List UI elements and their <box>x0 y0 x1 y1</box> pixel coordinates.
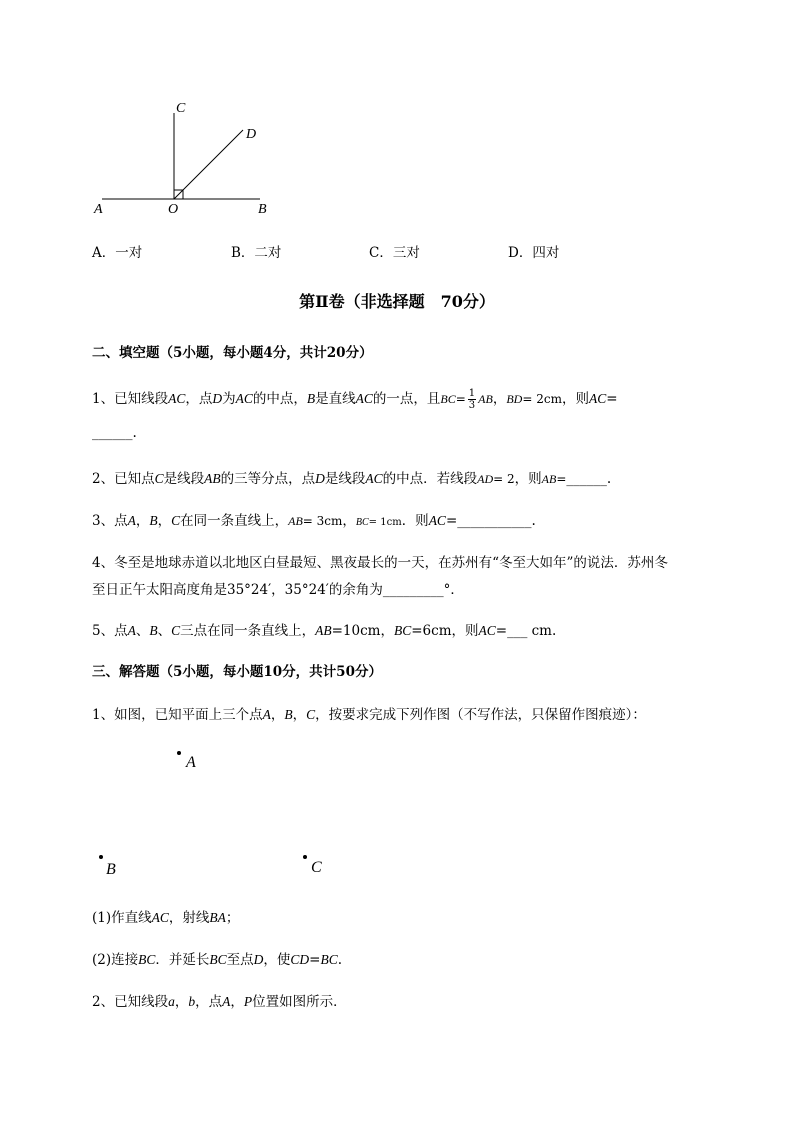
q3-var: A <box>127 513 136 528</box>
q3-var: C <box>171 513 181 528</box>
s3q2-text: 位置如图所示． <box>252 994 347 1010</box>
s3q1-text: ， <box>292 707 307 723</box>
q2-text: = 2 <box>493 472 515 486</box>
q2-text: 的三等分点，点 <box>220 471 316 487</box>
q2-text: ，则 <box>514 471 542 487</box>
q1-var: B <box>306 391 316 406</box>
answer-blank[interactable]: ______ <box>566 471 607 487</box>
s3q1-text: 1、如图，已知平面上三个点 <box>92 707 263 723</box>
q3-text: ， <box>157 513 172 529</box>
q3-var: AC <box>428 513 446 528</box>
q1-var: AB <box>478 392 493 406</box>
label-a: A <box>94 202 103 217</box>
sub1-text: ； <box>225 910 240 926</box>
q3-text: ， <box>135 513 150 529</box>
q3-text: = <box>445 513 458 529</box>
sub2-var: BC <box>209 952 227 967</box>
sub1-text: ，射线 <box>168 910 210 926</box>
sub2-var: BC <box>320 952 338 967</box>
q1-var: BC <box>440 392 456 406</box>
answer-blank[interactable]: ______ <box>92 425 133 441</box>
q2-var: AB <box>541 472 557 486</box>
q1-text: 为 <box>222 391 236 407</box>
sub1-var: BA <box>209 910 226 925</box>
s3q2-var: P <box>243 994 253 1009</box>
answer-blank[interactable]: ___ <box>507 623 528 639</box>
q3-text: = 1cm <box>368 517 402 528</box>
q1-text: = 2cm <box>522 392 562 406</box>
sub2-var: BC <box>138 952 156 967</box>
q3-var: AB <box>288 514 303 528</box>
section3-title: 三、解答题（5小题，每小题10分，共计50分） <box>92 664 382 680</box>
answer-blank[interactable]: ___________ <box>457 513 532 529</box>
q4-text: 至日正午太阳高度角是35°24′，35°24′的余角为 <box>92 582 383 598</box>
q3-var: BC <box>355 517 369 528</box>
sub1-var: AC <box>151 910 169 925</box>
fill-question-3 <box>92 509 536 529</box>
q5-var: AC <box>478 623 496 638</box>
label-b: B <box>258 202 267 217</box>
fill-question-1 <box>92 384 618 414</box>
q2-text: = <box>556 472 567 486</box>
s3q2-text: 2、已知线段 <box>92 994 169 1010</box>
q2-text: 2、已知点 <box>92 471 155 487</box>
s3q2-var: b <box>188 994 196 1009</box>
q2-text: . <box>606 471 612 487</box>
solve-question-2 <box>92 990 347 1010</box>
sub2-var: D <box>253 952 264 967</box>
q1-var: AC <box>235 391 253 406</box>
point-a-label: A <box>186 754 196 771</box>
q1-text: ，则 <box>561 391 589 407</box>
q2-var: AC <box>365 471 383 486</box>
q2-var: D <box>315 471 325 486</box>
sub-question-2 <box>92 948 342 968</box>
sub2-var: CD <box>290 952 310 967</box>
q3-text: 3、点 <box>92 513 128 529</box>
s3q2-var: A <box>222 994 231 1009</box>
s3q1-text: ， <box>270 707 285 723</box>
part2-title: 第Ⅱ卷（非选择题 70分） <box>299 292 495 311</box>
fill-question-2 <box>92 467 611 487</box>
label-o: O <box>168 202 179 217</box>
q1-text: 1、已知线段 <box>92 391 169 407</box>
s3q2-text: ， <box>174 994 189 1010</box>
option-a: A．一对 <box>92 245 143 261</box>
q3-text: 在同一条直线上， <box>180 513 289 529</box>
q5-text: cm. <box>527 623 557 639</box>
q5-var: A <box>127 623 136 638</box>
fraction-numerator: 1 <box>468 388 476 399</box>
q1-text: 是直线 <box>315 391 356 407</box>
point-c-label: C <box>311 859 322 876</box>
q1-var: AC <box>588 391 607 406</box>
q3-text: ．则 <box>401 513 429 529</box>
q1-text: . <box>132 425 137 441</box>
q5-var: AB <box>315 623 332 638</box>
q1-var: AC <box>355 391 373 406</box>
fill-question-1-blank <box>92 425 137 441</box>
q2-var: C <box>154 471 164 486</box>
fraction-denominator: 3 <box>468 400 476 411</box>
q5-var: B <box>149 623 158 638</box>
sub2-text: ．并延长 <box>155 952 210 968</box>
q3-text: = 3cm <box>302 514 343 528</box>
label-d: D <box>246 127 257 142</box>
q5-text: 、 <box>157 623 172 639</box>
fraction-one-third <box>468 388 476 411</box>
q1-var: D <box>212 391 223 406</box>
q1-text: ， <box>492 391 507 407</box>
sub1-text: (1)作直线 <box>92 910 152 926</box>
option-b: B．二对 <box>231 245 282 261</box>
q5-text: =6cm，则 <box>411 623 479 639</box>
sub2-text: = <box>309 952 321 968</box>
sub2-text: . <box>337 952 343 968</box>
q1-text: = <box>455 392 466 406</box>
q5-text: 5、点 <box>92 623 128 639</box>
q2-text: 的中点．若线段 <box>382 471 478 487</box>
s3q2-text: ， <box>230 994 244 1010</box>
q2-text: 是线段 <box>163 471 205 487</box>
s3q2-var: a <box>168 994 175 1009</box>
sub-question-1 <box>92 906 239 926</box>
q1-text: = <box>606 391 618 407</box>
q5-text: 三点在同一条直线上， <box>180 623 316 639</box>
point-b-label: B <box>106 861 116 878</box>
ray-od <box>174 130 243 199</box>
answer-blank[interactable]: _________ <box>382 582 444 598</box>
sub2-text: ，使 <box>263 952 291 968</box>
label-c: C <box>176 101 186 116</box>
q1-var: BD <box>506 392 523 406</box>
q5-text: =10cm， <box>331 623 394 639</box>
q5-var: BC <box>393 623 412 638</box>
solve-question-1 <box>92 703 646 723</box>
q2-var: AB <box>204 471 221 486</box>
q3-text: ， <box>342 513 356 529</box>
section2-title: 二、填空题（5小题，每小题4分，共计20分） <box>92 345 373 361</box>
q1-text: 的一点，且 <box>372 391 441 407</box>
q5-var: C <box>171 623 181 638</box>
s3q1-var: A <box>262 707 271 722</box>
s3q2-text: ，点 <box>195 994 223 1010</box>
option-c: C．三对 <box>369 245 420 261</box>
sub2-text: 至点 <box>226 952 254 968</box>
fill-question-5 <box>92 619 556 639</box>
q1-var: AC <box>168 391 186 406</box>
fill-question-4-line2 <box>92 578 464 598</box>
option-d: D．四对 <box>508 245 560 261</box>
q1-text: ，点 <box>185 391 213 407</box>
q2-text: 是线段 <box>324 471 366 487</box>
s3q1-var: C <box>306 707 316 722</box>
sub2-text: (2)连接 <box>92 952 139 968</box>
q3-text: . <box>531 513 536 529</box>
fill-question-4-line1: 4、冬至是地球赤道以北地区白昼最短、黑夜最长的一天，在苏州有“冬至大如年”的说法．苏州冬 <box>92 555 668 571</box>
q3-var: B <box>149 513 158 528</box>
q5-text: = <box>495 623 508 639</box>
point-c-dot <box>303 855 307 859</box>
s3q1-text: ，按要求完成下列作图（不写作法，只保留作图痕迹）： <box>315 707 646 723</box>
q2-var: AD <box>477 472 494 486</box>
s3q1-var: B <box>284 707 293 722</box>
q5-text: 、 <box>135 623 150 639</box>
point-b-dot <box>99 855 103 859</box>
q1-text: 的中点， <box>252 391 307 407</box>
point-a-dot <box>177 751 181 755</box>
q4-text: °． <box>443 582 464 598</box>
